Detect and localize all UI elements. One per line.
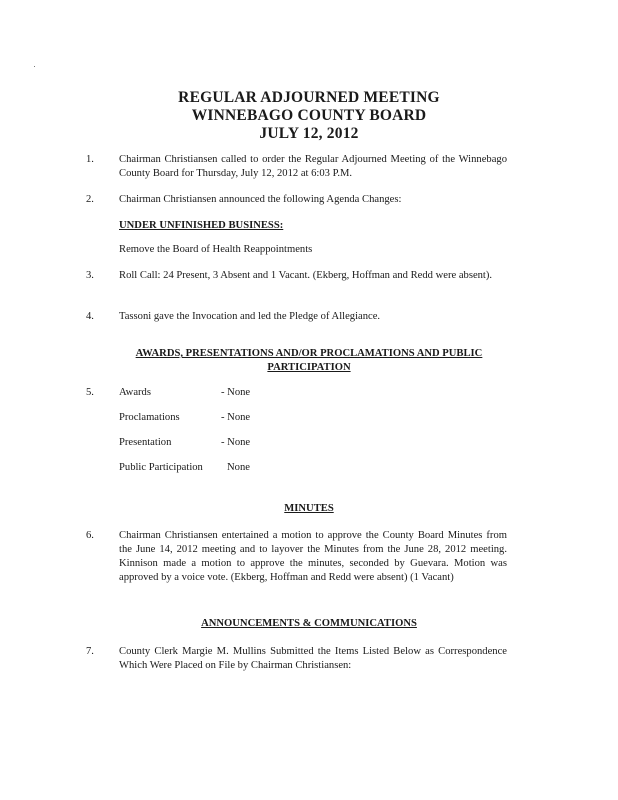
item-6-text: Chairman Christiansen entertained a motion to approve the County Board Minutes from the June 14, 2012 meeting and to layover the Minutes from the June 28, 2012 meeting. Kinnison made a motion to approve the minutes, seconded by Guevara. Motion was approved by a voice vote. (Ekberg, Hoffman and Redd were absent) (1 Vacant) (119, 530, 507, 583)
unfinished-business-text: Remove the Board of Health Reappointments (119, 244, 313, 255)
announcements-heading: ANNOUNCEMENTS & COMMUNICATIONS (201, 618, 417, 629)
item-3-text: Roll Call: 24 Present, 3 Absent and 1 Vacant. (Ekberg, Hoffman and Redd were absent). (119, 270, 493, 281)
item-number: 4. (86, 311, 94, 322)
item-1-text: Chairman Christiansen called to order the Regular Adjourned Meeting of the Winnebago County Board for Thursday, July 12, 2012 at 6:03 P.M. (119, 154, 507, 179)
awards-label: Awards (119, 387, 151, 398)
meeting-title: REGULAR ADJOURNED MEETING (178, 89, 440, 106)
item-number: 1. (86, 154, 94, 165)
public-participation-label: Public Participation (119, 462, 203, 473)
item-number: 2. (86, 194, 94, 205)
public-participation-value: None (227, 462, 250, 473)
item-number: 7. (86, 646, 94, 657)
presentation-label: Presentation (119, 437, 172, 448)
minutes-heading: MINUTES (284, 503, 334, 514)
item-7-text: County Clerk Margie M. Mullins Submitted the Items Listed Below as Correspondence Which Were Placed on File by Chairman Christiansen: (119, 646, 507, 671)
item-4-text: Tassoni gave the Invocation and led the Pledge of Allegiance. (119, 311, 381, 322)
board-title: WINNEBAGO COUNTY BOARD (191, 107, 427, 124)
proclamations-value: - None (221, 412, 251, 423)
awards-section-heading: AWARDS, PRESENTATIONS AND/OR PROCLAMATIONS AND PUBLIC PARTICIPATION (135, 348, 483, 373)
presentation-value: - None (221, 437, 251, 448)
item-number: 5. (86, 387, 94, 398)
meeting-date: JULY 12, 2012 (259, 125, 359, 142)
item-2-text: Chairman Christiansen announced the following Agenda Changes: (119, 194, 402, 205)
scan-speck (34, 66, 35, 67)
item-number: 6. (86, 530, 94, 541)
awards-value: - None (221, 387, 251, 398)
item-number: 3. (86, 270, 94, 281)
proclamations-label: Proclamations (119, 412, 180, 423)
unfinished-business-heading: UNDER UNFINISHED BUSINESS: (119, 220, 284, 231)
